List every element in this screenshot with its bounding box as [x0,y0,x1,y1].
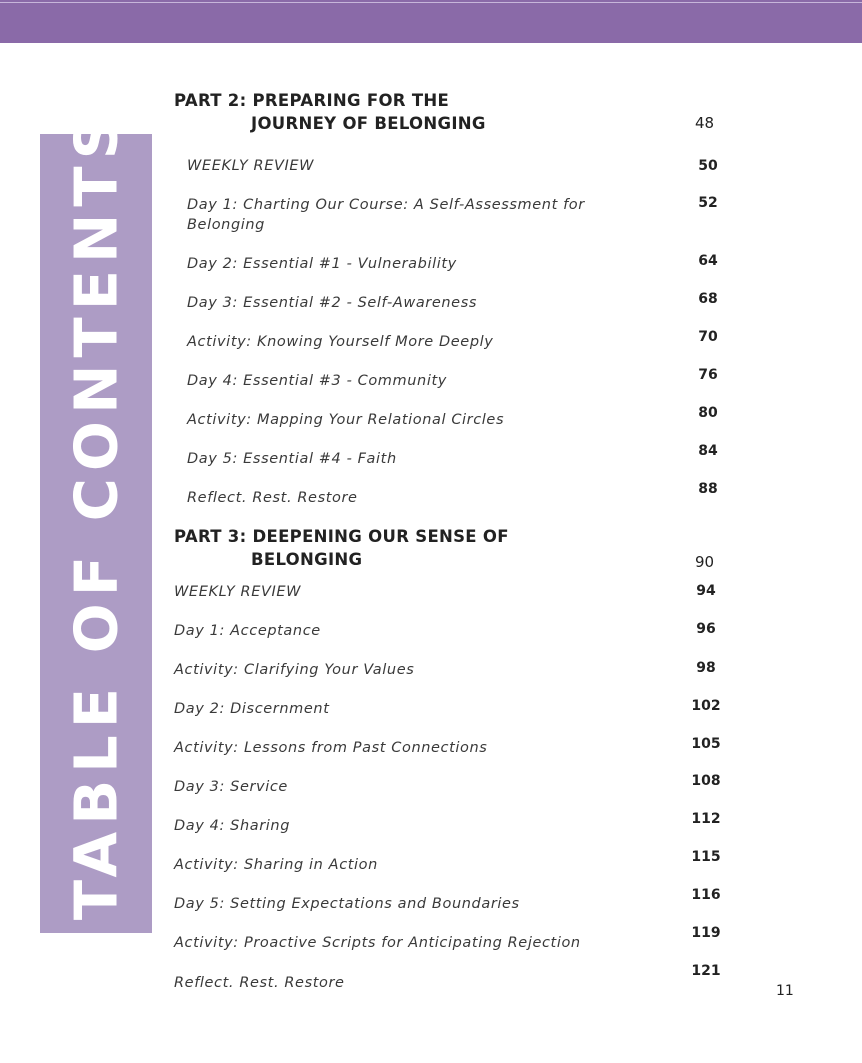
toc-entry[interactable]: WEEKLY REVIEW [174,584,302,600]
toc-entry[interactable]: Reflect. Rest. Restore [187,490,358,506]
toc-page: 52 [698,195,718,211]
toc-entry[interactable]: Day 3: Essential #2 - Self-Awareness [187,295,478,311]
toc-entry[interactable]: Day 1: Charting Our Course: A Self-Assessment for Belonging [187,197,585,233]
toc-page: 119 [691,925,721,941]
toc-entry[interactable]: Day 5: Essential #4 - Faith [187,451,397,467]
toc-entry[interactable]: Activity: Sharing in Action [174,857,378,873]
part3-heading [174,525,509,571]
toc-entry[interactable]: Day 3: Service [174,779,288,795]
toc-page: 96 [696,621,716,637]
toc-entry[interactable]: Activity: Mapping Your Relational Circles [187,412,505,428]
toc-page: 112 [691,811,721,827]
toc-page: 76 [698,367,718,383]
toc-page: 70 [698,329,718,345]
part2-page: 48 [695,114,715,132]
toc-page: 64 [698,253,718,269]
toc-page: 105 [691,736,721,752]
toc-entry[interactable]: Day 2: Essential #1 - Vulnerability [187,256,457,272]
header-highlight-line [0,2,862,3]
toc-entry[interactable]: Day 2: Discernment [174,701,330,717]
toc-page: 68 [698,291,718,307]
toc-page: 50 [698,158,718,174]
toc-entry[interactable]: Day 5: Setting Expectations and Boundaries [174,896,520,912]
toc-entry[interactable]: WEEKLY REVIEW [187,158,315,174]
toc-entry[interactable]: Activity: Proactive Scripts for Anticipating Rejection [174,935,581,951]
toc-entry[interactable]: Activity: Lessons from Past Connections [174,740,488,756]
page-number: 11 [776,983,794,999]
part3-page: 90 [695,553,715,571]
toc-entry[interactable]: Day 4: Essential #3 - Community [187,373,447,389]
header-band [0,0,862,43]
toc-page: 88 [698,481,718,497]
toc-page: 108 [691,773,721,789]
part2-title-line1: PART 2: PREPARING FOR THE [174,91,450,110]
side-title: TABLE OF CONTENTS [61,109,131,921]
toc-entry[interactable]: Day 4: Sharing [174,818,291,834]
toc-entry[interactable]: Day 1: Acceptance [174,623,321,639]
toc-entry[interactable]: Activity: Knowing Yourself More Deeply [187,334,494,350]
toc-page: 98 [696,660,716,676]
part2-heading [174,89,486,135]
toc-entry[interactable]: Activity: Clarifying Your Values [174,662,415,678]
part2-title-line2: JOURNEY OF BELONGING [251,114,486,133]
toc-page: 115 [691,849,721,865]
toc-entry[interactable]: Reflect. Rest. Restore [174,975,345,991]
toc-page: 94 [696,583,716,599]
toc-page: 116 [691,887,721,903]
part3-title-line2: BELONGING [251,550,363,569]
part3-title-line1: PART 3: DEEPENING OUR SENSE OF [174,527,509,546]
toc-page: 121 [691,963,721,979]
toc-page: 84 [698,443,718,459]
toc-page: 80 [698,405,718,421]
toc-page: 102 [691,698,721,714]
